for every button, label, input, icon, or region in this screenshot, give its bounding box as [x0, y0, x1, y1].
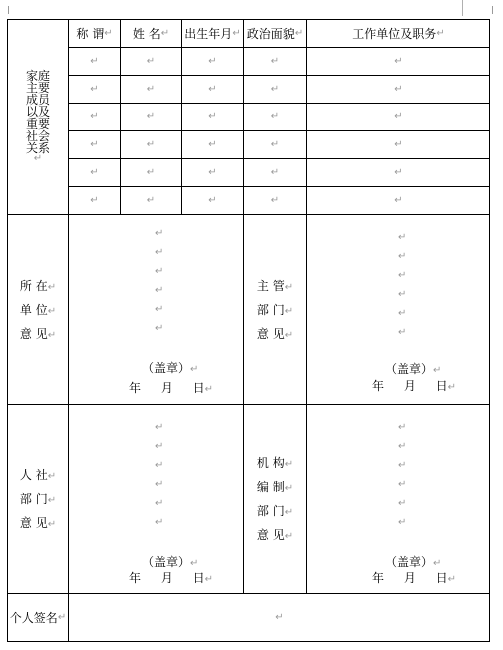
- header-name: [121, 20, 181, 47]
- header-employer-text: 工作单位及职务: [352, 27, 437, 41]
- registration-table: [7, 19, 490, 642]
- dept-opinion-field[interactable]: [307, 215, 490, 404]
- stamp-label: [385, 360, 441, 377]
- paragraph-mark: ↵: [190, 558, 199, 569]
- unit-opinion-field[interactable]: [69, 215, 243, 404]
- signature-field[interactable]: [69, 594, 490, 641]
- paragraph-mark: ↵: [275, 611, 284, 623]
- date-text: 年 月 日: [372, 571, 448, 585]
- paragraph-mark: ↵: [47, 305, 57, 317]
- family-cell[interactable]: [69, 159, 120, 186]
- paragraph-mark: ↵: [284, 531, 294, 542]
- family-cell[interactable]: [121, 48, 181, 75]
- header-name-text: 姓 名: [132, 27, 161, 41]
- org-opinion-field[interactable]: [307, 405, 490, 593]
- label-line: 编 制: [256, 480, 285, 494]
- paragraph-mark: ↵: [47, 471, 57, 482]
- header-employer: [307, 20, 490, 47]
- label-line: 所 在: [19, 278, 48, 293]
- paragraph-mark: ↵: [155, 247, 164, 258]
- blank-lines: [398, 233, 406, 338]
- family-cell[interactable]: [307, 104, 490, 130]
- paragraph-mark: ↵: [270, 55, 280, 67]
- paragraph-mark: ↵: [90, 138, 99, 150]
- header-birth: [182, 20, 243, 47]
- label-line: 部 门: [19, 492, 48, 506]
- date-label: [129, 379, 213, 396]
- paragraph-mark: ↵: [155, 266, 164, 277]
- family-cell[interactable]: [182, 76, 243, 103]
- stamp-text: （盖章）: [385, 555, 434, 569]
- paragraph-mark: ↵: [146, 83, 156, 95]
- paragraph-mark: ↵: [394, 83, 403, 95]
- paragraph-mark: ↵: [270, 138, 280, 150]
- header-title: [69, 20, 120, 47]
- crop-mark-top-right: [492, 6, 501, 14]
- header-political-status: [244, 20, 306, 47]
- label-line: 社会: [25, 129, 50, 143]
- family-cell[interactable]: [182, 131, 243, 158]
- signature-label: [8, 594, 68, 641]
- paragraph-mark: ↵: [394, 138, 403, 150]
- paragraph-mark: ↵: [155, 228, 164, 239]
- paragraph-mark: ↵: [398, 422, 407, 433]
- family-relations-label: [8, 20, 68, 214]
- paragraph-mark: ↵: [155, 498, 164, 509]
- paragraph-mark: ↵: [47, 495, 57, 506]
- label-line: 意 见: [256, 528, 285, 542]
- paragraph-mark: ↵: [160, 27, 170, 39]
- label-line: 部 门: [256, 504, 285, 518]
- family-cell[interactable]: [69, 187, 120, 214]
- date-text: 年 月 日: [372, 379, 448, 393]
- paragraph-mark: ↵: [270, 83, 280, 95]
- label-line: 部 门: [256, 302, 285, 317]
- paragraph-mark: ↵: [436, 27, 445, 39]
- paragraph-mark: ↵: [90, 194, 99, 206]
- family-cell[interactable]: [307, 131, 490, 158]
- paragraph-mark: ↵: [398, 289, 407, 300]
- paragraph-mark: ↵: [398, 270, 407, 281]
- paragraph-mark: ↵: [146, 166, 156, 178]
- paragraph-mark: ↵: [155, 517, 164, 528]
- paragraph-mark: ↵: [90, 55, 99, 67]
- family-cell[interactable]: [244, 76, 306, 103]
- dept-opinion-label: [244, 215, 306, 404]
- paragraph-mark: ↵: [398, 251, 407, 262]
- family-cell[interactable]: [121, 76, 181, 103]
- paragraph-mark: ↵: [394, 194, 403, 206]
- family-cell[interactable]: [182, 48, 243, 75]
- paragraph-mark: ↵: [398, 327, 407, 338]
- paragraph-mark: ↵: [90, 111, 99, 122]
- date-text: 年 月 日: [129, 571, 205, 585]
- paragraph-mark: ↵: [394, 166, 403, 178]
- paragraph-mark: ↵: [398, 308, 407, 319]
- paragraph-mark: ↵: [208, 194, 217, 206]
- paragraph-mark: ↵: [155, 460, 164, 471]
- paragraph-mark: ↵: [398, 479, 407, 490]
- paragraph-mark: ↵: [447, 382, 457, 393]
- ruler-mark: [462, 0, 463, 16]
- paragraph-mark: ↵: [284, 483, 294, 494]
- paragraph-mark: ↵: [208, 166, 217, 178]
- paragraph-mark: ↵: [270, 194, 280, 206]
- org-opinion-label: [244, 405, 306, 593]
- paragraph-mark: ↵: [398, 498, 407, 509]
- paragraph-mark: ↵: [398, 441, 407, 452]
- label-line: 意 见: [19, 516, 48, 530]
- stamp-text: （盖章）: [385, 362, 434, 376]
- stamp-label: [142, 553, 198, 570]
- family-cell[interactable]: [182, 159, 243, 186]
- paragraph-mark: ↵: [155, 441, 164, 452]
- paragraph-mark: ↵: [90, 166, 99, 178]
- family-cell[interactable]: [121, 159, 181, 186]
- paragraph-mark: ↵: [33, 153, 43, 164]
- paragraph-mark: ↵: [294, 27, 304, 39]
- paragraph-mark: ↵: [204, 574, 214, 585]
- unit-opinion-label: [8, 215, 68, 404]
- paragraph-mark: ↵: [47, 281, 57, 293]
- date-label: [129, 569, 213, 586]
- header-political-status-text: 政治面貌: [246, 27, 295, 41]
- family-cell[interactable]: [244, 48, 306, 75]
- stamp-label: [385, 553, 441, 570]
- stamp-label: [142, 359, 198, 376]
- family-cell[interactable]: [182, 104, 243, 130]
- paragraph-mark: ↵: [57, 611, 67, 623]
- family-cell[interactable]: [307, 76, 490, 103]
- family-cell[interactable]: [69, 104, 120, 130]
- paragraph-mark: ↵: [270, 111, 280, 122]
- paragraph-mark: ↵: [146, 138, 156, 150]
- family-cell[interactable]: [182, 187, 243, 214]
- paragraph-mark: ↵: [284, 459, 294, 470]
- paragraph-mark: ↵: [284, 329, 294, 341]
- paragraph-mark: ↵: [433, 558, 442, 569]
- label-line: 重要: [25, 117, 50, 131]
- label-line: 人 社: [19, 468, 48, 482]
- paragraph-mark: ↵: [284, 305, 294, 317]
- signature-label-text: 个人签名: [9, 611, 58, 625]
- paragraph-mark: ↵: [146, 111, 156, 122]
- paragraph-mark: ↵: [146, 194, 156, 206]
- paragraph-mark: ↵: [90, 83, 99, 95]
- paragraph-mark: ↵: [447, 574, 457, 585]
- paragraph-mark: ↵: [155, 285, 164, 296]
- date-text: 年 月 日: [129, 381, 205, 395]
- label-line: 机 构: [256, 456, 285, 470]
- family-cell[interactable]: [121, 187, 181, 214]
- date-label: [372, 377, 456, 394]
- paragraph-mark: ↵: [208, 138, 217, 150]
- blank-lines: [155, 229, 163, 334]
- paragraph-mark: ↵: [47, 329, 57, 341]
- label-line: 家庭: [25, 69, 50, 83]
- paragraph-mark: ↵: [398, 517, 407, 528]
- label-line: 主 管: [256, 278, 285, 293]
- crop-mark-top-left: [0, 6, 9, 14]
- label-line: 以及: [25, 105, 50, 119]
- paragraph-mark: ↵: [394, 55, 403, 67]
- blank-lines: [398, 423, 406, 528]
- family-cell[interactable]: [244, 104, 306, 130]
- paragraph-mark: ↵: [190, 364, 199, 375]
- paragraph-mark: ↵: [155, 304, 164, 315]
- family-cell[interactable]: [69, 76, 120, 103]
- paragraph-mark: ↵: [208, 55, 217, 67]
- paragraph-mark: ↵: [47, 519, 57, 530]
- paragraph-mark: ↵: [155, 422, 164, 433]
- header-title-text: 称 谓: [76, 27, 105, 41]
- family-cell[interactable]: [244, 159, 306, 186]
- paragraph-mark: ↵: [284, 281, 294, 293]
- family-cell[interactable]: [244, 131, 306, 158]
- family-cell[interactable]: [69, 131, 120, 158]
- label-line: 主要: [25, 81, 50, 95]
- paragraph-mark: ↵: [284, 507, 294, 518]
- family-cell[interactable]: [307, 48, 490, 75]
- label-line: 意 见: [19, 326, 48, 341]
- family-cell[interactable]: [244, 187, 306, 214]
- paragraph-mark: ↵: [398, 460, 407, 471]
- paragraph-mark: ↵: [270, 166, 280, 178]
- family-cell[interactable]: [307, 159, 490, 186]
- paragraph-mark: ↵: [146, 55, 156, 67]
- label-line: 单 位: [19, 302, 48, 317]
- label-line: 关系: [25, 141, 50, 155]
- stamp-text: （盖章）: [142, 361, 191, 375]
- family-cell[interactable]: [121, 104, 181, 130]
- label-line: 成员: [25, 93, 50, 107]
- paragraph-mark: ↵: [104, 27, 113, 39]
- paragraph-mark: ↵: [155, 323, 164, 334]
- paragraph-mark: ↵: [208, 83, 217, 95]
- family-cell[interactable]: [69, 48, 120, 75]
- paragraph-mark: ↵: [204, 384, 214, 395]
- paragraph-mark: ↵: [394, 111, 403, 122]
- paragraph-mark: ↵: [232, 27, 241, 39]
- paragraph-mark: ↵: [398, 232, 407, 243]
- header-birth-text: 出生年月: [184, 27, 233, 41]
- blank-lines: [155, 423, 163, 528]
- stamp-text: （盖章）: [142, 555, 191, 569]
- hr-opinion-field[interactable]: [69, 405, 243, 593]
- label-line: 意 见: [256, 326, 285, 341]
- date-label: [372, 569, 456, 586]
- paragraph-mark: ↵: [433, 365, 442, 376]
- paragraph-mark: ↵: [208, 111, 217, 122]
- family-cell[interactable]: [121, 131, 181, 158]
- hr-opinion-label: [8, 405, 68, 593]
- paragraph-mark: ↵: [155, 479, 164, 490]
- family-cell[interactable]: [307, 187, 490, 214]
